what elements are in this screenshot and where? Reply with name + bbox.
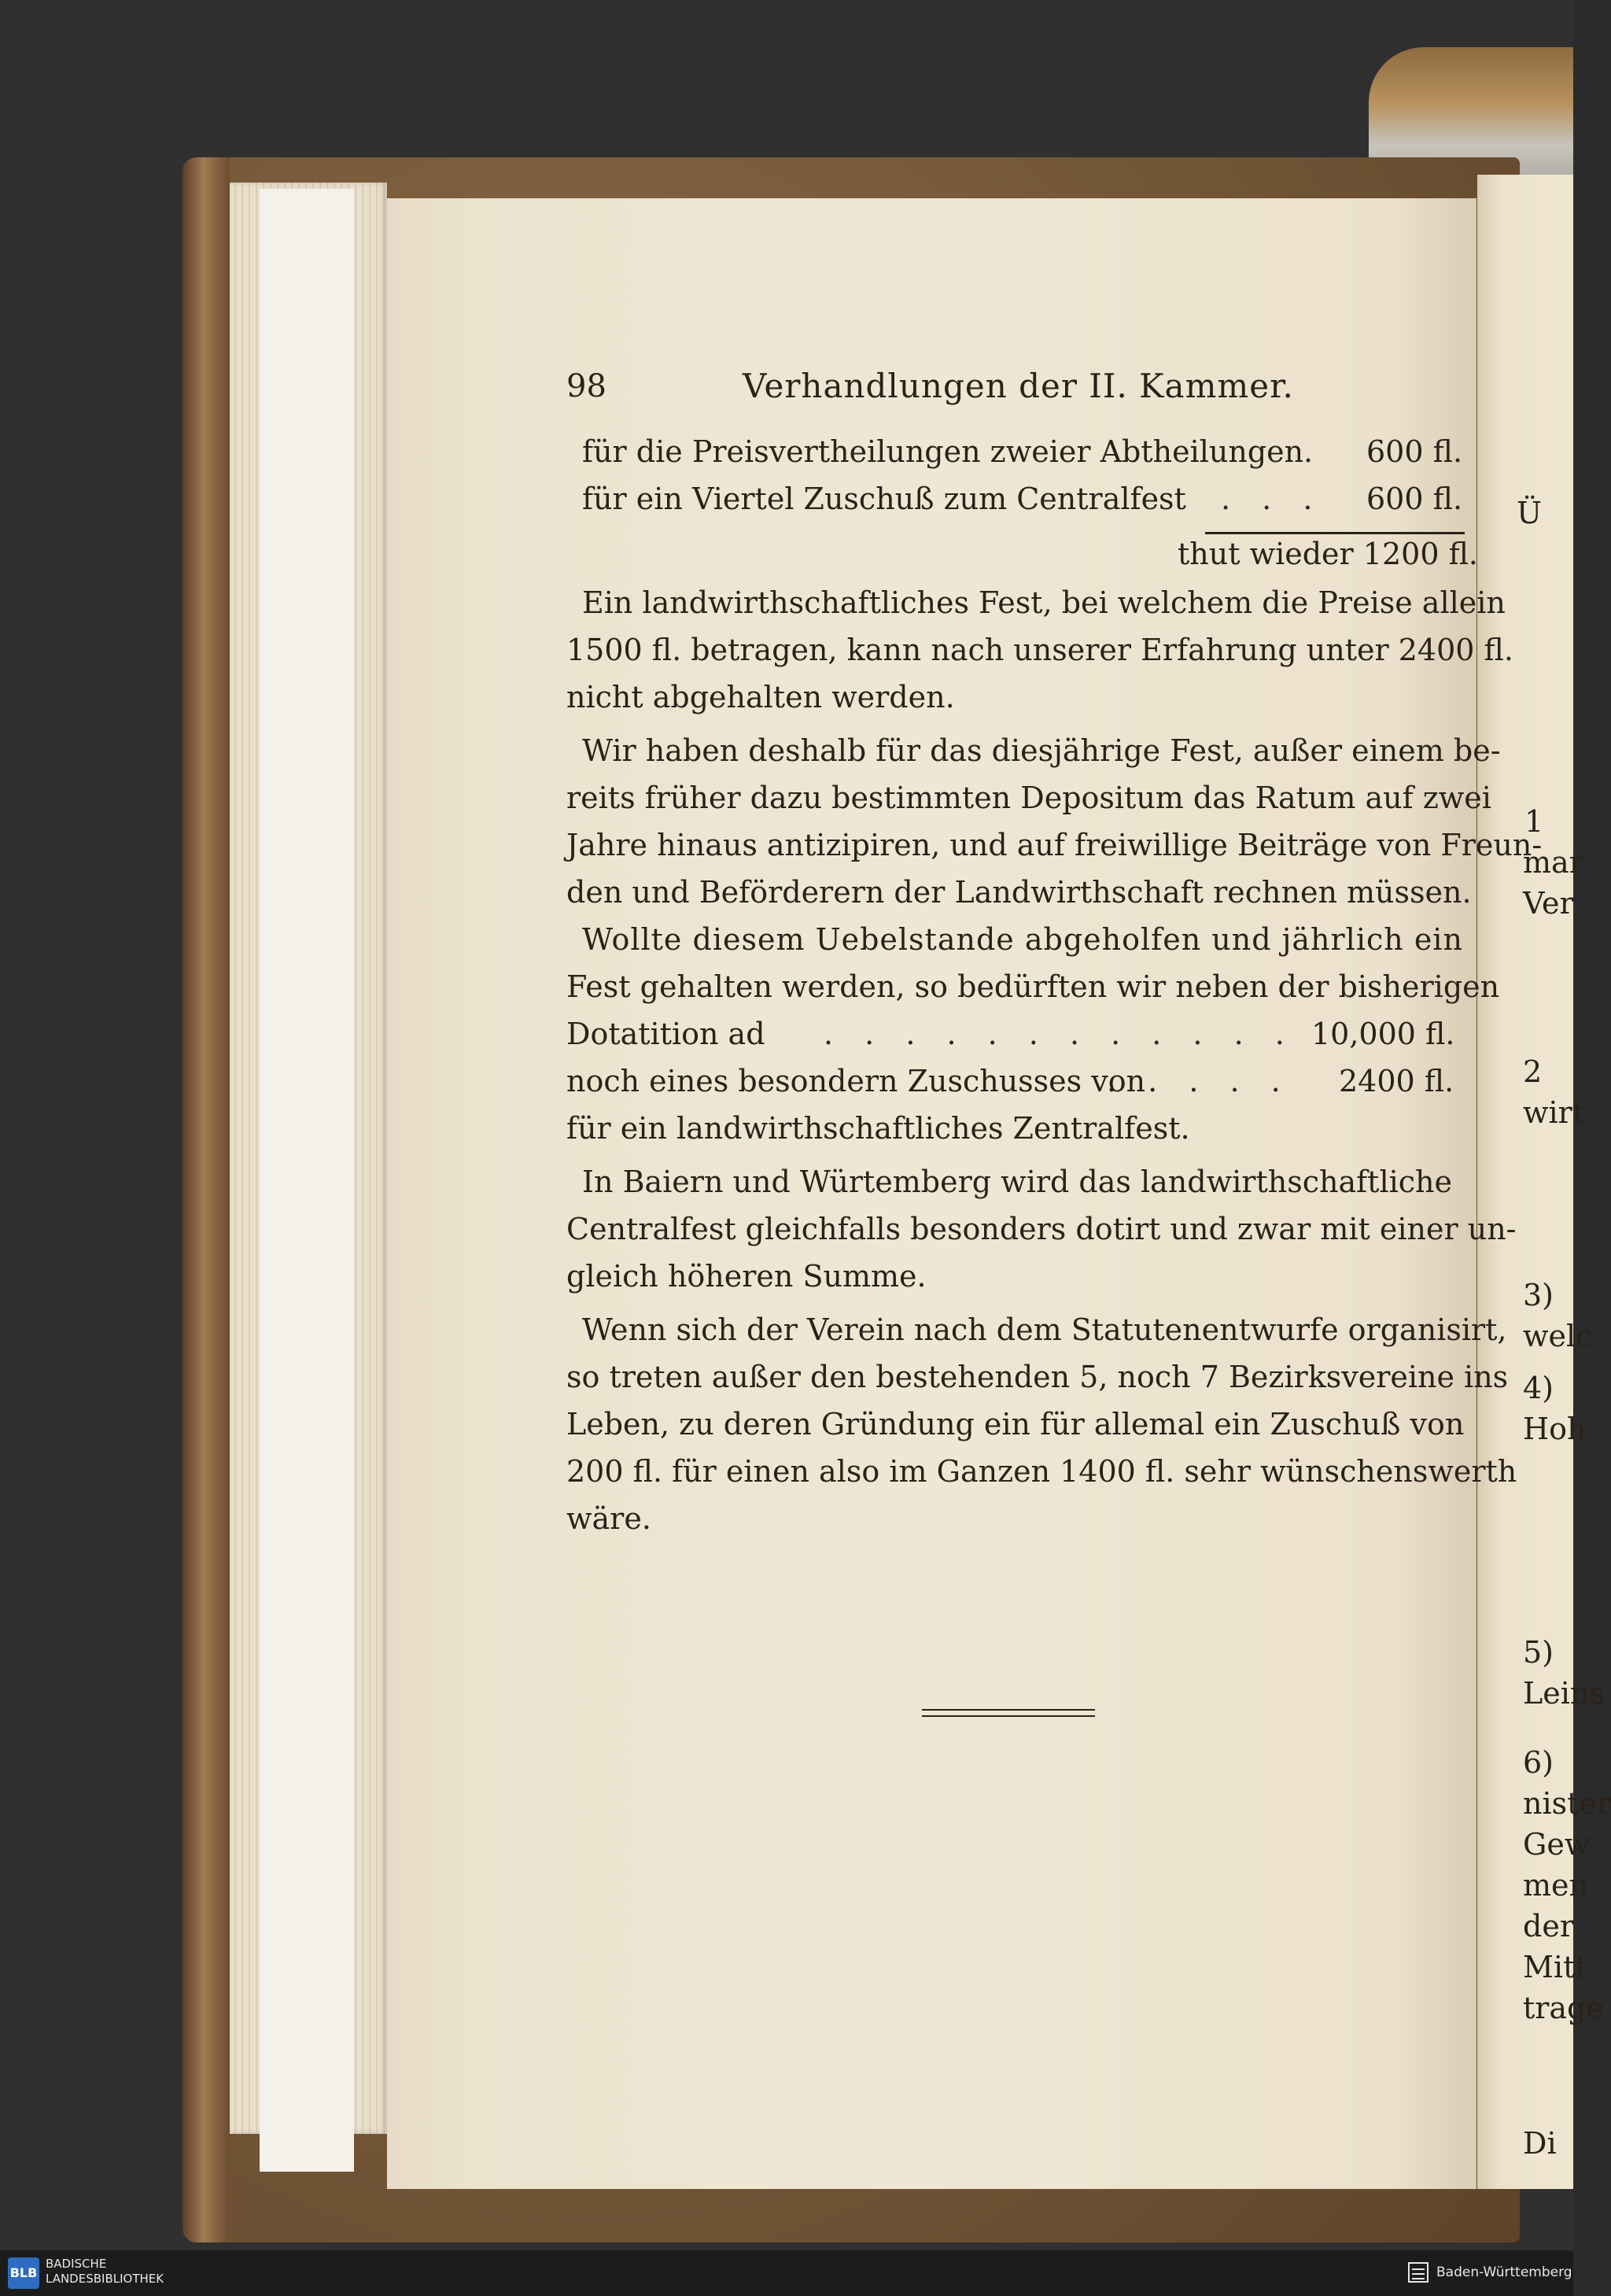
running-head: Verhandlungen der II. Kammer. bbox=[743, 367, 1294, 405]
text-line: 200 fl. für einen also im Ganzen 1400 fl. sehr wünschenswerth bbox=[566, 1454, 1517, 1489]
facing-text: 1 bbox=[1524, 804, 1544, 839]
text-line: den und Beförderern der Landwirthschaft rechnen müssen. bbox=[566, 875, 1472, 910]
text-line: reits früher dazu bestimmten Depositum das Ratum auf zwei bbox=[566, 781, 1491, 815]
text-line: für ein Viertel Zuschuß zum Centralfest bbox=[582, 482, 1186, 516]
book-page bbox=[387, 198, 1543, 2189]
text-line: Dotatition ad bbox=[566, 1017, 765, 1051]
facing-text: Di bbox=[1523, 2126, 1557, 2161]
facing-text: nister bbox=[1523, 1786, 1611, 1821]
facing-text: Mitt bbox=[1523, 1950, 1587, 1984]
text-line: Wir haben deshalb für das diesjährige Fest, außer einem be- bbox=[582, 733, 1501, 768]
blb-logo[interactable]: BLB bbox=[8, 2257, 39, 2289]
amount: 2400 fl. bbox=[1339, 1064, 1454, 1098]
facing-text: 3) bbox=[1523, 1278, 1554, 1312]
text-line: Ein landwirthschaftliches Fest, bei welchem die Preise allein bbox=[582, 585, 1506, 620]
text-line: für die Preisvertheilungen zweier Abtheilungen bbox=[582, 434, 1304, 469]
amount: 600 fl. bbox=[1366, 482, 1463, 516]
facing-text: Ver bbox=[1523, 886, 1574, 921]
blb-text-line-2: LANDESBIBLIOTHEK bbox=[46, 2272, 164, 2286]
leader-dots: . . . . . . . . . . . . bbox=[824, 1017, 1296, 1051]
amount: 600 fl. bbox=[1366, 434, 1463, 469]
amount: 10,000 fl. bbox=[1311, 1017, 1455, 1051]
blb-text-line-1: BADISCHE bbox=[46, 2257, 107, 2271]
leader-dots: . . . bbox=[1221, 482, 1324, 516]
facing-text: 6) bbox=[1523, 1745, 1554, 1780]
leader-dots: . bbox=[1303, 434, 1325, 469]
facing-text: trage bbox=[1523, 1991, 1604, 2025]
leader-dots: . . . . . bbox=[1107, 1064, 1292, 1098]
facing-text: Ü bbox=[1517, 496, 1543, 530]
facing-text: mar bbox=[1523, 845, 1583, 880]
facing-text: men bbox=[1523, 1868, 1588, 1903]
text-line: Wenn sich der Verein nach dem Statutenentwurfe organisirt, bbox=[582, 1312, 1507, 1347]
viewer-footer bbox=[0, 2250, 1573, 2296]
blb-logo-text bbox=[46, 2257, 164, 2287]
sum-line: thut wieder 1200 fl. bbox=[1178, 537, 1479, 571]
facing-text: welc bbox=[1523, 1319, 1593, 1353]
text-line: für ein landwirthschaftliches Zentralfest. bbox=[566, 1111, 1190, 1146]
inserted-white-sheet bbox=[260, 189, 354, 2172]
text-line: In Baiern und Würtemberg wird das landwirthschaftliche bbox=[582, 1165, 1452, 1199]
facing-text: 2 bbox=[1523, 1054, 1543, 1089]
book-cover-edge bbox=[182, 157, 230, 2242]
text-line: nicht abgehalten werden. bbox=[566, 680, 955, 714]
text-line: Leben, zu deren Gründung ein für allemal ein Zuschuß von bbox=[566, 1407, 1465, 1441]
facing-text: Leins bbox=[1523, 1676, 1605, 1711]
text-line: 1500 fl. betragen, kann nach unserer Erfahrung unter 2400 fl. bbox=[566, 633, 1513, 667]
text-line: gleich höheren Summe. bbox=[566, 1259, 927, 1294]
sum-rule bbox=[1205, 532, 1465, 534]
facing-text: 4) bbox=[1523, 1371, 1554, 1405]
facing-page bbox=[1477, 175, 1611, 2189]
text-line: so treten außer den bestehenden 5, noch 7 Bezirksvereine ins bbox=[566, 1360, 1509, 1394]
text-line: Wollte diesem Uebelstande abgeholfen und jährlich ein bbox=[582, 922, 1463, 957]
text-line: Centralfest gleichfalls besonders dotirt und zwar mit einer un- bbox=[566, 1212, 1517, 1246]
facing-text: wirt bbox=[1523, 1095, 1585, 1130]
end-rule bbox=[922, 1709, 1095, 1717]
text-line: Jahre hinaus antizipiren, und auf freiwillige Beiträge von Freun- bbox=[566, 828, 1543, 862]
bw-label[interactable]: Baden-Württemberg bbox=[1436, 2265, 1572, 2280]
page-number: 98 bbox=[566, 368, 606, 404]
text-line: Fest gehalten werden, so bedürften wir neben der bisherigen bbox=[566, 969, 1500, 1004]
bw-coat-of-arms-icon bbox=[1406, 2260, 1430, 2285]
text-line: noch eines besondern Zuschusses von bbox=[566, 1064, 1146, 1098]
facing-text: 5) bbox=[1523, 1635, 1554, 1670]
facing-text: Hoh bbox=[1523, 1412, 1587, 1446]
facing-text: der bbox=[1523, 1909, 1574, 1943]
facing-text: Gew bbox=[1523, 1827, 1591, 1862]
text-line: wäre. bbox=[566, 1501, 651, 1536]
